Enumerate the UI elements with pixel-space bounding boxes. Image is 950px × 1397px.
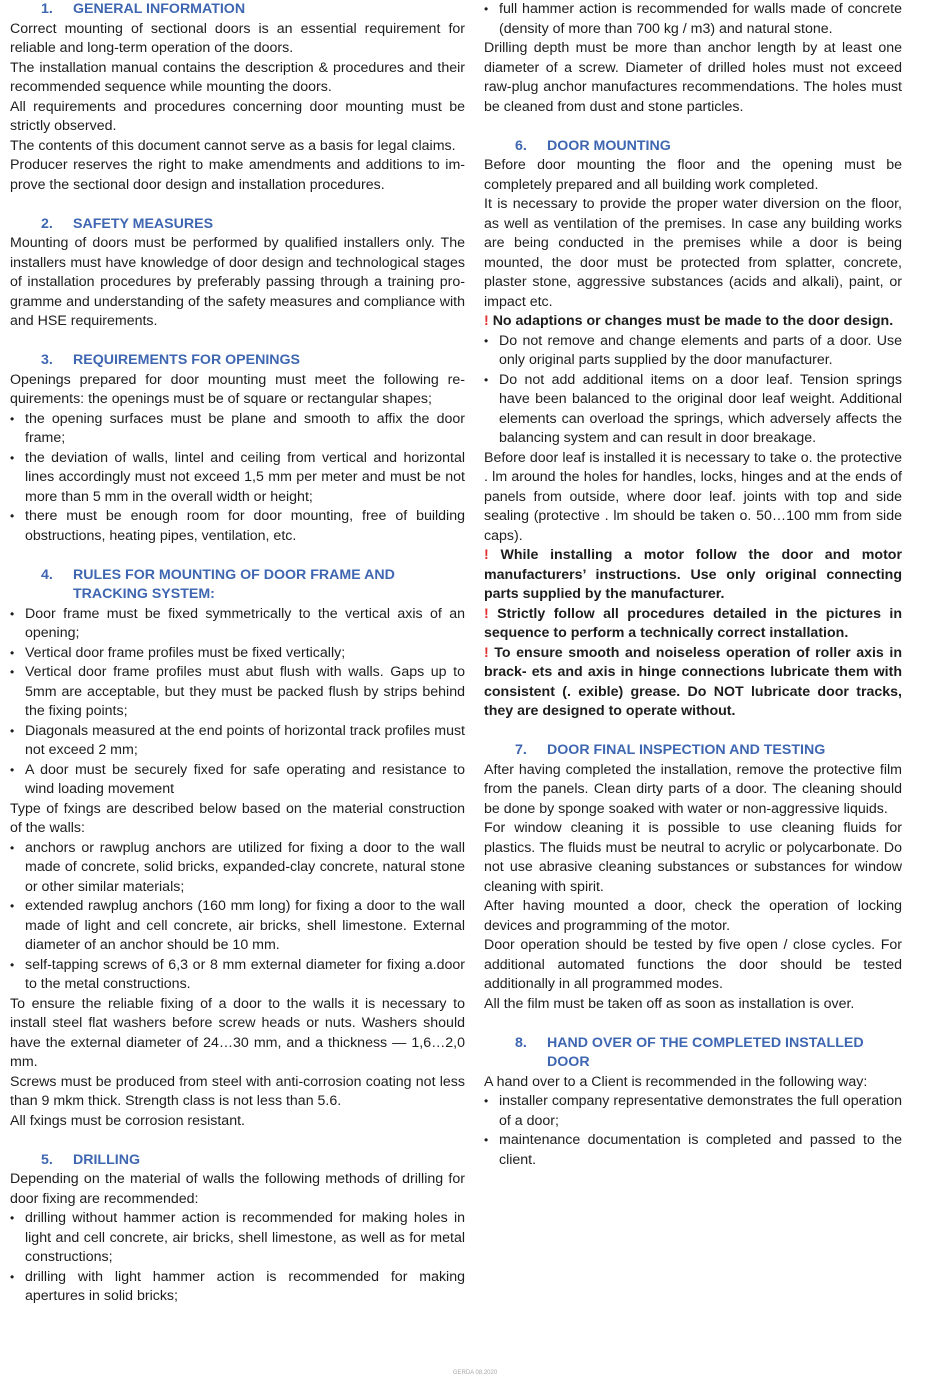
list-item: • self-tapping screws of 6,3 or 8 mm external diameter for fixing a.door to the metal constructions. bbox=[10, 956, 465, 992]
bullet-icon: • bbox=[10, 723, 15, 738]
bullet-list bbox=[10, 410, 465, 547]
paragraph: A hand over to a Client is recommended in the following way: bbox=[484, 1073, 868, 1090]
bullet-icon: • bbox=[484, 1094, 489, 1108]
list-item: • Vertical door frame profiles must abut flush with walls. Gaps up to 5mm are acceptable, but they must be packed flush by strips behind the fixing points; bbox=[10, 664, 465, 719]
section-1-heading: 1. GENERAL INFORMATION bbox=[41, 1, 246, 17]
bullet-list bbox=[10, 1209, 465, 1307]
bullet-icon: • bbox=[10, 1211, 15, 1225]
paragraph: Screws must be produced from steel with anti-corrosion coating not less than 9 mkm thick. Strength class is not less than 5.6. bbox=[10, 1073, 465, 1109]
section-6-heading: 6. DOOR MOUNTING bbox=[515, 137, 671, 154]
list-item: • installer company representative demonstrates the full operation of a door; bbox=[484, 1093, 902, 1129]
bullet-icon: • bbox=[484, 2, 489, 16]
list-item: • Do not add additional items on a door leaf. Tension springs have been balanced to the original door leaf weight. Additional elements can overload the springs, which adversely affects the balancing system and can result in door breakage. bbox=[484, 371, 902, 446]
list-item: • anchors or rawplug anchors are utilized for fixing a door to the wall made of concrete, solid bricks, expanded-clay concrete, natural stone or other similar materials; bbox=[10, 839, 465, 895]
warning-note: ! While installing a motor follow the door and motor manufacturers’ instructions. Use only original connecting parts supplied by the manufacturer. bbox=[484, 547, 902, 602]
list-item: • the opening surfaces must be plane and smooth to affix the door frame; bbox=[10, 410, 465, 446]
list-item: • Door frame must be fixed symmetrically to the vertical axis of an opening; bbox=[10, 605, 465, 641]
list-item: • maintenance documentation is completed and passed to the client. bbox=[484, 1132, 902, 1168]
list-item: • A door must be securely fixed for safe operating and resistance to wind loading movement bbox=[10, 761, 465, 797]
list-item: • Vertical door frame profiles must be fixed vertically; bbox=[10, 644, 465, 664]
bullet-icon: • bbox=[10, 450, 15, 465]
warning-icon: ! bbox=[484, 644, 489, 661]
warning-icon: ! bbox=[484, 605, 489, 622]
list-item: • the deviation of walls, lintel and ceiling from vertical and horizontal lines accordingly must not exceed 1,5 mm per meter and must be not more than 5 mm in the overall width or height; bbox=[10, 449, 465, 505]
paragraph: Mounting of doors must be performed by qualified installers only. The installers must have knowledge of door design and technological stages of installation procedures by preferably passing through a training pro-gramme and understanding of the safety measures and compliance with and HSE requirements. bbox=[10, 235, 465, 329]
bullet-icon: • bbox=[10, 899, 15, 913]
paragraph: Type of fxings are described below based on the material construction of the walls: bbox=[10, 800, 465, 836]
paragraph: Before door mounting the floor and the opening must be completely prepared and all building work completed. bbox=[484, 157, 902, 193]
paragraph: For window cleaning it is possible to use cleaning fluids for plastics. The fluids must be neutral to acrylic or polycarbonate. Do not use abrasive cleaning substances or substances for window cleaning with spirit. bbox=[484, 820, 902, 895]
page-footer: GERDA 08.2020 bbox=[452, 1370, 498, 1376]
bullet-icon: • bbox=[10, 840, 15, 855]
paragraph: All the film must be taken off as soon as installation is over. bbox=[484, 995, 855, 1012]
paragraph: It is necessary to provide the proper water diversion on the floor, as well as ventilation of the premises. In case any building works are being conducted in the premises while a door is being mounted, the door must be protected from splatter, concrete, plaster stone, aggressive substances (acids and alkali), paint, or impact etc. bbox=[484, 196, 902, 310]
warning-note: ! No adaptions or changes must be made to the door design. bbox=[484, 313, 894, 329]
bullet-icon: • bbox=[484, 1133, 489, 1147]
bullet-icon: • bbox=[10, 509, 15, 523]
bullet-list bbox=[10, 839, 465, 995]
paragraph: All fxings must be corrosion resistant. bbox=[10, 1112, 245, 1129]
paragraph: After having mounted a door, check the operation of locking devices and programming of the motor. bbox=[484, 898, 902, 934]
list-item: • Do not remove and change elements and parts of a door. Use only original parts supplied by the door manufacturer. bbox=[484, 332, 902, 368]
right-column bbox=[484, 0, 902, 1170]
bullet-list bbox=[484, 0, 902, 39]
bullet-icon: • bbox=[484, 333, 489, 348]
section-4-heading: 4. RULES FOR MOUNTING OF DOOR FRAME AND TRACKING SYSTEM: bbox=[41, 566, 395, 602]
bullet-list bbox=[484, 332, 902, 449]
bullet-list bbox=[484, 1092, 902, 1170]
paragraph: All requirements and procedures concerning door mounting must be strictly observed. bbox=[10, 98, 465, 134]
paragraph: Correct mounting of sectional doors is an essential requirement for reliable and long-term operation of the doors. bbox=[10, 20, 465, 56]
paragraph: Openings prepared for door mounting must meet the following re-quirements: the openings must be of square or rectangular shapes; bbox=[10, 371, 465, 407]
paragraph: Before door leaf is installed it is necessary to take o. the protective . lm around the holes for handles, locks, hinges and at the ends of panels from outside, where door leaf. joints with top and side sealing (protective . lm should be taken o. 50…100 mm from side caps). bbox=[484, 449, 902, 544]
section-5-heading: 5. DRILLING bbox=[41, 1151, 140, 1168]
paragraph: Producer reserves the right to make amendments and additions to im-prove the sectional door design and installation procedures. bbox=[10, 157, 465, 193]
list-item: • drilling without hammer action is recommended for making holes in light and cell concrete, air bricks, shell limestone, as well as for metal constructions; bbox=[10, 1210, 465, 1265]
section-8-heading: 8. HAND OVER OF THE COMPLETED INSTALLED DOOR bbox=[515, 1034, 864, 1070]
warning-icon: ! bbox=[484, 313, 489, 329]
section-7-heading: 7. DOOR FINAL INSPECTION AND TESTING bbox=[515, 742, 826, 758]
bullet-icon: • bbox=[10, 411, 15, 426]
warning-note: ! To ensure smooth and noiseless operation of roller axis in brack- ets and axis in hinge connections lubricate them with consistent (. exible) grease. Do NOT lubricate door tracks, they are designed to operate without. bbox=[484, 644, 902, 719]
paragraph: The installation manual contains the description & procedures and their recommended sequence while mounting the doors. bbox=[10, 59, 465, 95]
paragraph: Door operation should be tested by five open / close cycles. For additional automated functions the door should be tested additionally in all programmed modes. bbox=[484, 937, 902, 992]
list-item: • full hammer action is recommended for walls made of concrete (density of more than 700 kg / m3) and natural stone. bbox=[484, 1, 902, 37]
list-item: • drilling with light hammer action is recommended for making apertures in solid bricks; bbox=[10, 1268, 465, 1304]
bullet-list bbox=[10, 605, 465, 800]
bullet-icon: • bbox=[10, 665, 15, 679]
bullet-icon: • bbox=[10, 957, 15, 972]
paragraph: To ensure the reliable fixing of a door to the walls it is necessary to install steel flat washers before screw heads or nuts. Washers should have the external diameter of 24…30 mm, and a thickness — 1,6…2,0 mm. bbox=[10, 995, 465, 1070]
list-item: • Diagonals measured at the end points of horizontal track profiles must not exceed 2 mm; bbox=[10, 722, 465, 758]
bullet-icon: • bbox=[10, 762, 15, 777]
bullet-icon: • bbox=[10, 1269, 15, 1284]
left-column bbox=[10, 0, 465, 1307]
bullet-icon: • bbox=[10, 606, 15, 621]
list-item: • there must be enough room for door mounting, free of building obstructions, heating pipes, ventilation, etc. bbox=[10, 508, 465, 544]
section-3-heading: 3. REQUIREMENTS FOR OPENINGS bbox=[41, 352, 301, 368]
paragraph: Depending on the material of walls the following methods of drilling for door fixing are recommended: bbox=[10, 1171, 465, 1207]
paragraph: Drilling depth must be more than anchor length by at least one diameter of a screw. Diameter of drilled holes must not exceed raw-plug anchor manufactures recommendations. The holes must be cleaned from dust and stone particles. bbox=[484, 40, 902, 115]
list-item: • extended rawplug anchors (160 mm long) for fixing a door to the wall made of light and cell concrete, air bricks, shell limestone. External diameter of an anchor should be 10 mm. bbox=[10, 898, 465, 953]
warning-note: ! Strictly follow all procedures detailed in the pictures in sequence to perform a technically correct installation. bbox=[484, 605, 902, 641]
bullet-icon: • bbox=[484, 372, 489, 387]
bullet-icon: • bbox=[10, 645, 15, 660]
warning-icon: ! bbox=[484, 547, 489, 563]
paragraph: After having completed the installation, remove the protective film from the panels. Clean dirty parts of a door. The cleaning should be done by sponge soaked with water or non-aggressive liquids. bbox=[484, 761, 902, 817]
section-2-heading: 2. SAFETY MEASURES bbox=[41, 215, 214, 232]
paragraph: The contents of this document cannot serve as a basis for legal claims. bbox=[10, 137, 456, 154]
